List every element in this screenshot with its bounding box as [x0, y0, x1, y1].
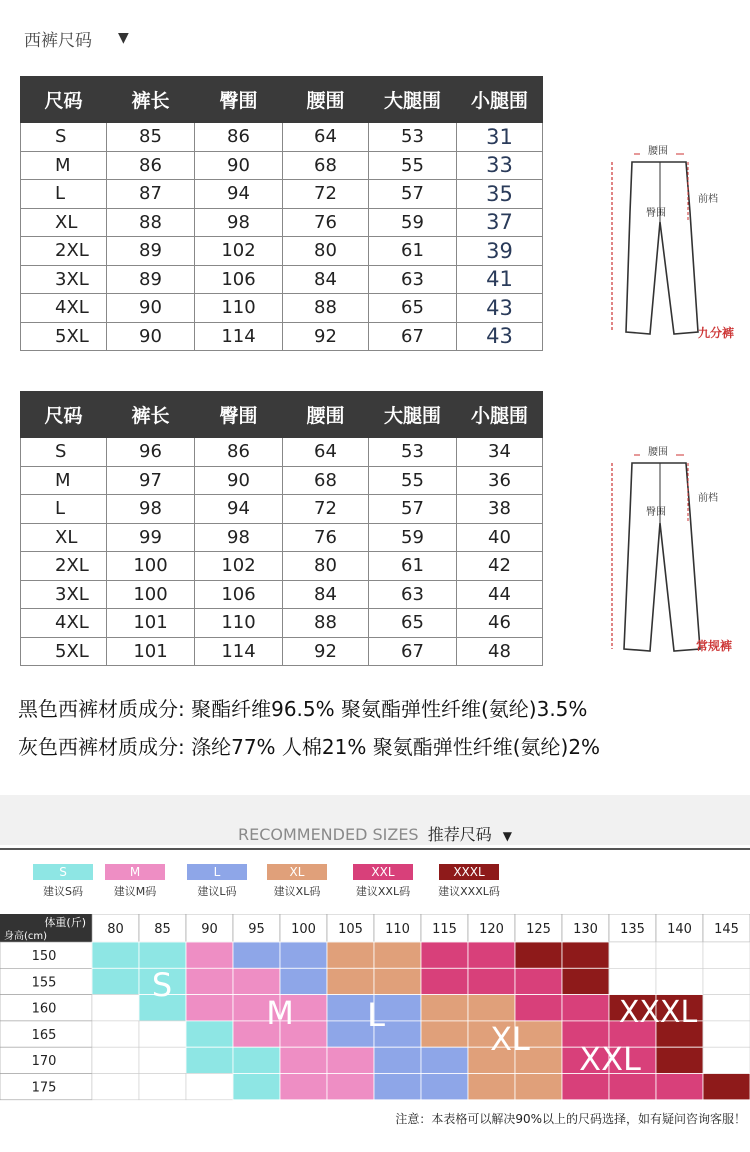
table-cell: 102	[195, 237, 283, 266]
legend-swatch: M	[105, 864, 165, 880]
column-header: 臀围	[195, 77, 283, 123]
waist-label: 腰围	[648, 146, 668, 157]
legend-label: 建议XXL码	[355, 885, 411, 898]
table-cell: 92	[283, 637, 369, 666]
table-cell: 46	[457, 609, 543, 638]
table-cell: 68	[283, 466, 369, 495]
size-cell	[515, 1074, 562, 1100]
table-cell: 94	[195, 495, 283, 524]
regular-pants-diagram	[598, 437, 748, 662]
table-cell: 59	[369, 523, 457, 552]
size-cell	[92, 968, 139, 994]
table-cell: 65	[369, 609, 457, 638]
table-cell: 61	[369, 552, 457, 581]
table-cell: 102	[195, 552, 283, 581]
hip-label: 臀围	[646, 208, 666, 219]
legend-label: 建议S码	[43, 885, 83, 898]
size-cell	[656, 1074, 703, 1100]
size-cell	[327, 968, 374, 994]
size-cell	[233, 1074, 280, 1100]
table-cell: 101	[107, 637, 195, 666]
table-cell: 90	[195, 151, 283, 180]
size-cell	[374, 1047, 421, 1073]
table-header-row	[21, 77, 543, 123]
legend-item	[338, 864, 428, 899]
table-cell: 63	[369, 265, 457, 294]
weight-header: 145	[714, 922, 739, 937]
column-header: 尺码	[21, 392, 107, 438]
size-cell	[656, 1047, 703, 1073]
size-cell	[703, 1047, 750, 1073]
table-cell: 96	[107, 438, 195, 467]
size-cell	[139, 1074, 186, 1100]
size-cell	[280, 1047, 327, 1073]
table-cell: 110	[195, 609, 283, 638]
table-cell: 90	[107, 294, 195, 323]
size-cell	[421, 1074, 468, 1100]
table-cell: 40	[457, 523, 543, 552]
table-row	[21, 294, 543, 323]
table-row	[21, 580, 543, 609]
table-cell: 33	[457, 151, 543, 180]
height-header: 165	[31, 1027, 57, 1043]
table-cell: 94	[195, 180, 283, 209]
table-cell: L	[21, 495, 107, 524]
table-cell: 86	[195, 438, 283, 467]
table-cell: 86	[107, 151, 195, 180]
size-cell	[468, 995, 515, 1021]
recommended-title-en: RECOMMENDED SIZES	[237, 825, 419, 844]
cropped-pants-diagram	[598, 132, 748, 352]
column-header: 尺码	[21, 77, 107, 123]
size-cell	[468, 1074, 515, 1100]
weight-header: 125	[526, 922, 551, 937]
size-table-regular	[20, 391, 543, 666]
legend-swatch: XXL	[353, 864, 413, 880]
size-region-label: XL	[490, 1020, 530, 1058]
size-cell	[139, 942, 186, 968]
size-cell	[421, 968, 468, 994]
table-cell: 89	[107, 265, 195, 294]
table-cell: 61	[369, 237, 457, 266]
table-cell: 98	[107, 495, 195, 524]
size-cell	[703, 968, 750, 994]
weight-header: 105	[338, 922, 363, 937]
column-header: 大腿围	[369, 77, 457, 123]
size-cell	[562, 942, 609, 968]
size-cell	[186, 995, 233, 1021]
table-cell: 5XL	[21, 322, 107, 351]
rise-label: 前档	[698, 194, 718, 205]
table-row	[21, 180, 543, 209]
table-cell: 35	[457, 180, 543, 209]
size-cell	[703, 1021, 750, 1047]
table-cell: 67	[369, 322, 457, 351]
black-pants-material: 黑色西裤材质成分: 聚酯纤维96.5% 聚氨酯弹性纤维(氨纶)3.5%	[18, 697, 588, 721]
table-header-row	[21, 392, 543, 438]
table-cell: 86	[195, 123, 283, 152]
size-cell	[609, 942, 656, 968]
size-cell	[233, 1047, 280, 1073]
height-header: 175	[31, 1080, 57, 1096]
size-cell	[703, 995, 750, 1021]
rise-label: 前档	[698, 493, 718, 504]
size-region-label: XXL	[579, 1040, 641, 1078]
table-cell: 72	[283, 180, 369, 209]
size-cell	[421, 1047, 468, 1073]
size-cell	[374, 968, 421, 994]
table-cell: 5XL	[21, 637, 107, 666]
table-cell: 80	[283, 552, 369, 581]
table-cell: 98	[195, 208, 283, 237]
table-cell: 3XL	[21, 580, 107, 609]
table-cell: M	[21, 466, 107, 495]
table-cell: 43	[457, 294, 543, 323]
size-cell	[327, 942, 374, 968]
table-cell: 53	[369, 438, 457, 467]
table-cell: 37	[457, 208, 543, 237]
divider-line	[0, 848, 750, 850]
size-cell	[186, 1074, 233, 1100]
size-cell	[327, 1047, 374, 1073]
table-cell: 89	[107, 237, 195, 266]
table-cell: 44	[457, 580, 543, 609]
table-cell: M	[21, 151, 107, 180]
caret-down-icon: ▼	[502, 829, 513, 843]
size-cell	[421, 995, 468, 1021]
column-header: 裤长	[107, 392, 195, 438]
table-row	[21, 552, 543, 581]
table-cell: 4XL	[21, 609, 107, 638]
table-cell: 55	[369, 466, 457, 495]
table-cell: 101	[107, 609, 195, 638]
height-header: 150	[31, 949, 57, 964]
table-cell: 87	[107, 180, 195, 209]
table-cell: XL	[21, 208, 107, 237]
table-cell: 92	[283, 322, 369, 351]
recommended-title-cn: 推荐尺码	[427, 825, 492, 844]
legend-label: 建议M码	[113, 885, 157, 898]
size-cell	[374, 942, 421, 968]
legend-label: 建议L码	[197, 885, 237, 898]
weight-header: 90	[201, 922, 218, 937]
table-cell: 2XL	[21, 552, 107, 581]
legend-item	[90, 864, 180, 899]
table-cell: 98	[195, 523, 283, 552]
size-table-cropped	[20, 76, 543, 351]
weight-header: 110	[385, 922, 410, 937]
table-cell: L	[21, 180, 107, 209]
table-cell: 63	[369, 580, 457, 609]
table-cell: 99	[107, 523, 195, 552]
table-cell: 110	[195, 294, 283, 323]
table-cell: 88	[107, 208, 195, 237]
table-cell: 67	[369, 637, 457, 666]
height-header: 170	[31, 1054, 57, 1070]
weight-header: 100	[291, 922, 316, 937]
size-cell	[515, 995, 562, 1021]
table-cell: 36	[457, 466, 543, 495]
table-cell: 114	[195, 637, 283, 666]
table-row	[21, 523, 543, 552]
size-cell	[609, 968, 656, 994]
table-cell: 53	[369, 123, 457, 152]
table-cell: 43	[457, 322, 543, 351]
size-cell	[92, 1047, 139, 1073]
size-cell	[327, 1074, 374, 1100]
table-cell: 106	[195, 265, 283, 294]
height-axis-label: 身高(cm)	[4, 931, 48, 942]
size-cell	[92, 1074, 139, 1100]
size-cell	[468, 942, 515, 968]
size-cell	[562, 995, 609, 1021]
height-header: 155	[31, 975, 57, 991]
table-row	[21, 637, 543, 666]
table-cell: 85	[107, 123, 195, 152]
table-cell: 42	[457, 552, 543, 581]
table-row	[21, 265, 543, 294]
size-region-label: M	[266, 994, 294, 1032]
size-cell	[374, 1074, 421, 1100]
hip-label: 臀围	[646, 507, 666, 518]
table-cell: 90	[195, 466, 283, 495]
gray-pants-material: 灰色西裤材质成分: 涤纶77% 人棉21% 聚氨酯弹性纤维(氨纶)2%	[18, 735, 601, 759]
table-cell: 48	[457, 637, 543, 666]
size-cell	[233, 968, 280, 994]
legend-item	[172, 864, 262, 899]
table-cell: 100	[107, 552, 195, 581]
table-cell: 57	[369, 180, 457, 209]
size-region-label: S	[151, 966, 173, 1004]
height-header: 160	[31, 1001, 57, 1017]
size-cell	[656, 968, 703, 994]
size-region-label: L	[367, 996, 385, 1034]
table-cell: 88	[283, 294, 369, 323]
table-cell: XL	[21, 523, 107, 552]
table-cell: 84	[283, 580, 369, 609]
table-cell: 106	[195, 580, 283, 609]
weight-axis-label: 体重(斤)	[44, 916, 86, 929]
chevron-down-icon[interactable]: ▼	[118, 30, 129, 46]
legend-item	[252, 864, 342, 899]
size-cell	[280, 968, 327, 994]
legend-swatch: XXXL	[439, 864, 499, 880]
column-header: 臀围	[195, 392, 283, 438]
table-cell: 64	[283, 123, 369, 152]
size-cell	[421, 1021, 468, 1047]
column-header: 裤长	[107, 77, 195, 123]
table-row	[21, 322, 543, 351]
table-cell: 114	[195, 322, 283, 351]
weight-header: 85	[154, 922, 171, 937]
table-row	[21, 609, 543, 638]
size-chart-header	[24, 24, 129, 52]
weight-header: 130	[573, 922, 598, 937]
recommended-sizes-title	[0, 822, 750, 845]
table-cell: 55	[369, 151, 457, 180]
size-cell	[468, 968, 515, 994]
legend-swatch: L	[187, 864, 247, 880]
table-cell: 34	[457, 438, 543, 467]
table-row	[21, 466, 543, 495]
size-cell	[186, 968, 233, 994]
weight-header: 80	[107, 922, 124, 937]
table-cell: 72	[283, 495, 369, 524]
table-cell: 76	[283, 208, 369, 237]
footnote: 注意：本表格可以解决90%以上的尺码选择，如有疑问咨询客服！	[395, 1112, 746, 1126]
weight-header: 135	[620, 922, 645, 937]
table-cell: 31	[457, 123, 543, 152]
table-row	[21, 208, 543, 237]
table-cell: 97	[107, 466, 195, 495]
size-cell	[280, 1074, 327, 1100]
column-header: 大腿围	[369, 392, 457, 438]
size-cell	[703, 1074, 750, 1100]
table-cell: 64	[283, 438, 369, 467]
table-cell: 68	[283, 151, 369, 180]
table-cell: 84	[283, 265, 369, 294]
legend-swatch: XL	[267, 864, 327, 880]
table-row	[21, 438, 543, 467]
size-cell	[139, 1021, 186, 1047]
table-cell: 41	[457, 265, 543, 294]
size-cell	[186, 942, 233, 968]
size-cell	[280, 942, 327, 968]
legend-label: 建议XXXL码	[438, 885, 500, 898]
table-cell: 90	[107, 322, 195, 351]
table-row	[21, 123, 543, 152]
column-header: 小腿围	[457, 77, 543, 123]
table-cell: S	[21, 123, 107, 152]
table-cell: S	[21, 438, 107, 467]
size-cell	[515, 942, 562, 968]
table-cell: 4XL	[21, 294, 107, 323]
legend-swatch: S	[33, 864, 93, 880]
size-cell	[92, 995, 139, 1021]
weight-header: 115	[432, 922, 457, 937]
table-cell: 76	[283, 523, 369, 552]
table-cell: 3XL	[21, 265, 107, 294]
table-cell: 88	[283, 609, 369, 638]
table-cell: 59	[369, 208, 457, 237]
legend-item	[424, 864, 514, 899]
size-cell	[515, 968, 562, 994]
weight-header: 120	[479, 922, 504, 937]
recommended-size-grid	[0, 914, 750, 1106]
size-cell	[703, 942, 750, 968]
size-cell	[421, 942, 468, 968]
weight-header: 140	[667, 922, 692, 937]
column-header: 小腿围	[457, 392, 543, 438]
table-row	[21, 151, 543, 180]
table-cell: 80	[283, 237, 369, 266]
size-cell	[139, 1047, 186, 1073]
table-cell: 2XL	[21, 237, 107, 266]
table-cell: 39	[457, 237, 543, 266]
size-cell	[186, 1021, 233, 1047]
table-row	[21, 237, 543, 266]
size-cell	[92, 942, 139, 968]
waist-label: 腰围	[648, 447, 668, 458]
table-cell: 100	[107, 580, 195, 609]
legend-label: 建议XL码	[273, 885, 321, 898]
size-cell	[233, 942, 280, 968]
column-header: 腰围	[283, 392, 369, 438]
pants-type-label: 常规裤	[696, 639, 733, 653]
size-region-label: XXXL	[618, 995, 698, 1030]
size-cell	[562, 968, 609, 994]
table-cell: 38	[457, 495, 543, 524]
pants-type-label: 九分裤	[698, 326, 735, 340]
size-cell	[656, 942, 703, 968]
table-cell: 65	[369, 294, 457, 323]
page-title: 西裤尺码	[24, 30, 92, 51]
size-cell	[186, 1047, 233, 1073]
size-cell	[92, 1021, 139, 1047]
weight-header: 95	[248, 922, 265, 937]
table-cell: 57	[369, 495, 457, 524]
column-header: 腰围	[283, 77, 369, 123]
table-row	[21, 495, 543, 524]
